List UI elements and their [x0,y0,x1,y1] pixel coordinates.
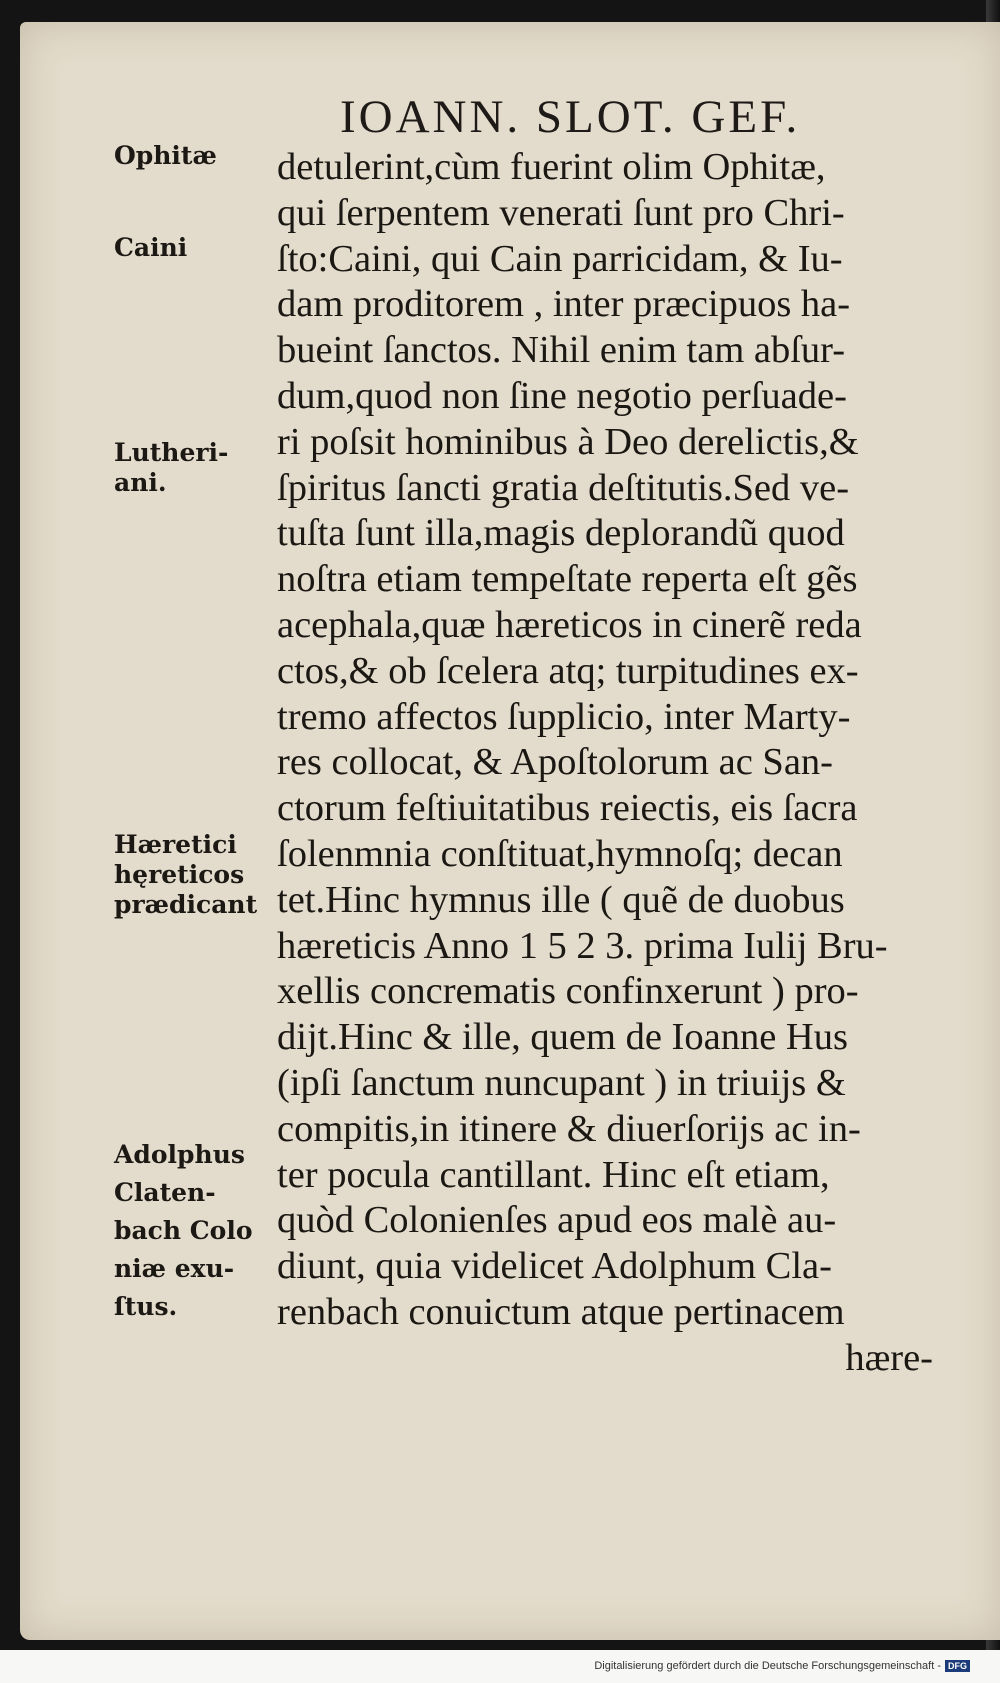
text-line: dam proditorem , inter præcipuos ha- [277,283,851,326]
text-line: res collocat, & Apoſtolorum ac San- [277,741,833,784]
margin-note-line: prædicant [114,890,258,919]
text-line: tet.Hinc hymnus ille ( quẽ de duobus [277,878,845,921]
margin-note-line: Lutheri- [114,438,229,467]
text-line: renbach conuictum atque pertinacem [277,1290,845,1333]
digitization-credit [594,1660,970,1672]
body-text [277,145,937,1382]
text-line: dum,quod non ſine negotio perſuade- [277,374,847,417]
text-line: (ipſi ſanctum nuncupant ) in triuijs & [277,1061,846,1104]
margin-note-line: Claten- [114,1178,216,1207]
margin-note-lutherani [114,438,274,498]
margin-note-line: ſtus. [114,1292,178,1321]
text-line: ctos,& ob ſcelera atq; turpitudines ex- [277,649,859,692]
text-line: noſtra etiam tempeſtate reperta eſt gẽs [277,558,858,601]
text-line: detulerint,cùm fuerint olim Ophitæ, [277,146,826,188]
text-line: xellis concrematis confinxerunt ) pro- [277,970,859,1013]
catchword: hære- [845,1336,933,1379]
credit-text: Digitalisierung gefördert durch die Deutsche Forschungsgemeinschaft - [594,1660,941,1672]
margin-note-caini [114,233,274,263]
margin-note-line: Ophitæ [114,141,217,170]
margin-note-ophitae [114,141,274,171]
text-line: compitis,in itinere & diuerſorijs ac in- [277,1107,861,1150]
margin-note-haeretici [114,830,274,920]
margin-note-line: Caini [114,233,188,262]
running-head: IOANN. SLOT. GEF. [340,91,801,143]
text-line: qui ſerpentem venerati ſunt pro Chri- [277,191,845,234]
text-line: ri poſsit hominibus à Deo derelictis,& [277,420,859,463]
text-line: diunt, quia videlicet Adolphum Cla- [277,1245,832,1288]
margin-note-line: ani. [114,468,167,497]
text-line: ſpiritus ſancti gratia deſtitutis.Sed ve- [277,466,850,509]
text-line: ſolenmnia conſtituat,hymnoſq; decan [277,832,843,875]
text-line: ter pocula cantillant. Hinc eſt etiam, [277,1153,830,1196]
margin-note-line: Adolphus [114,1140,245,1169]
dfg-logo-icon: DFG [945,1660,970,1672]
text-line: tremo affectos ſupplicio, inter Marty- [277,695,851,738]
text-line: quòd Colonienſes apud eos malè au- [277,1199,837,1242]
text-line: bueint ſanctos. Nihil enim tam abſur- [277,329,846,372]
margin-note-line: niæ exu- [114,1254,235,1283]
text-line: ſto:Caini, qui Cain parricidam, & Iu- [277,237,843,280]
margin-note-line: Hæretici [114,830,237,859]
margin-note-line: hęreticos [114,860,245,889]
text-line: hæreticis Anno 1 5 2 3. prima Iulij Bru- [277,924,888,967]
text-line: ctorum feſtiuitatibus reiectis, eis ſacra [277,787,858,830]
text-line: tuſta ſunt illa,magis deplorandũ quod [277,512,845,555]
margin-note-adolphus [114,1136,274,1326]
text-line: dijt.Hinc & ille, quem de Ioanne Hus [277,1016,848,1059]
margin-note-line: bach Colo [114,1216,253,1245]
text-line: acephala,quæ hæreticos in cinerẽ reda [277,603,862,646]
